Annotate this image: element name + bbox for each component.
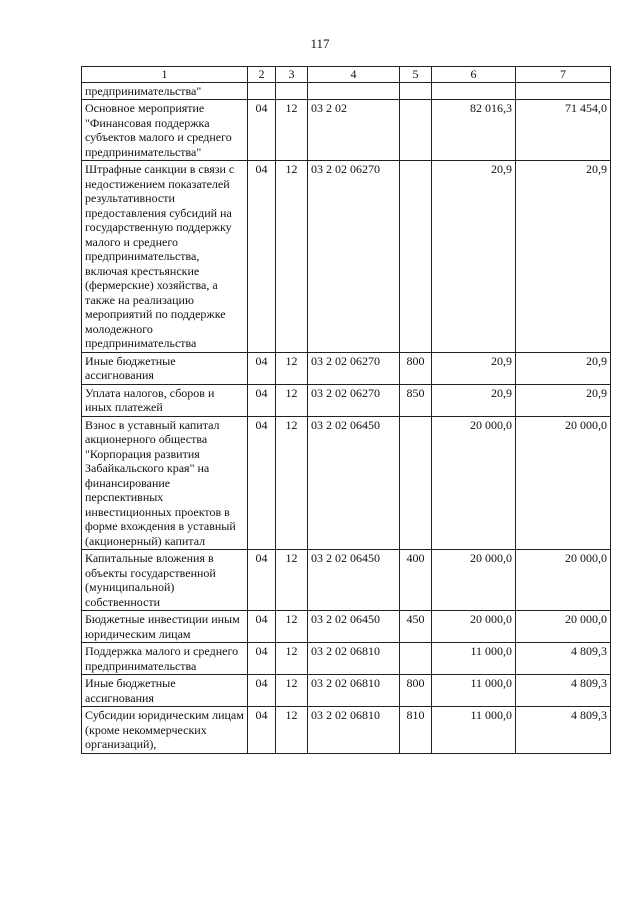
cell-section: 04 xyxy=(248,643,276,675)
cell-subsection: 12 xyxy=(276,707,308,754)
row-name: Взнос в уставный капитал акционерного общества "Корпорация развития Забайкальского края" на финансирование перспективных инвестиционных проектов в форме вхождения в уставный (акционерный) капитал xyxy=(82,416,248,550)
row-name: Основное мероприятие "Финансовая поддержка субъектов малого и среднего предпринимательства" xyxy=(82,100,248,161)
cell-subsection: 12 xyxy=(276,675,308,707)
cell-expense-type xyxy=(400,416,432,550)
cell-amount-6: 11 000,0 xyxy=(432,707,516,754)
row-name: Иные бюджетные ассигнования xyxy=(82,675,248,707)
cell-expense-type xyxy=(400,82,432,100)
cell-amount-7: 71 454,0 xyxy=(516,100,611,161)
cell-section xyxy=(248,82,276,100)
table-row xyxy=(82,675,611,707)
table-row xyxy=(82,352,611,384)
cell-amount-6: 20,9 xyxy=(432,352,516,384)
budget-table xyxy=(81,66,611,754)
cell-subsection: 12 xyxy=(276,161,308,353)
cell-amount-7 xyxy=(516,82,611,100)
cell-target-code: 03 2 02 06270 xyxy=(308,384,400,416)
cell-subsection: 12 xyxy=(276,384,308,416)
row-name: Капитальные вложения в объекты государственной (муниципальной) собственности xyxy=(82,550,248,611)
column-header: 5 xyxy=(400,67,432,83)
cell-subsection: 12 xyxy=(276,416,308,550)
cell-expense-type: 850 xyxy=(400,384,432,416)
cell-amount-7: 20 000,0 xyxy=(516,550,611,611)
cell-expense-type: 810 xyxy=(400,707,432,754)
cell-amount-6: 20 000,0 xyxy=(432,611,516,643)
cell-expense-type xyxy=(400,100,432,161)
cell-expense-type: 800 xyxy=(400,675,432,707)
table-row xyxy=(82,643,611,675)
cell-section: 04 xyxy=(248,707,276,754)
cell-target-code: 03 2 02 06450 xyxy=(308,550,400,611)
cell-section: 04 xyxy=(248,416,276,550)
cell-amount-6: 82 016,3 xyxy=(432,100,516,161)
cell-amount-7: 20,9 xyxy=(516,161,611,353)
cell-subsection: 12 xyxy=(276,352,308,384)
page-number: 117 xyxy=(310,36,330,51)
cell-target-code: 03 2 02 06450 xyxy=(308,611,400,643)
column-header: 4 xyxy=(308,67,400,83)
cell-amount-7: 20 000,0 xyxy=(516,416,611,550)
cell-amount-6: 20 000,0 xyxy=(432,550,516,611)
cell-target-code: 03 2 02 06450 xyxy=(308,416,400,550)
cell-expense-type xyxy=(400,161,432,353)
cell-amount-7: 20,9 xyxy=(516,384,611,416)
cell-subsection: 12 xyxy=(276,611,308,643)
cell-target-code xyxy=(308,82,400,100)
cell-expense-type: 800 xyxy=(400,352,432,384)
table-row xyxy=(82,416,611,550)
row-name: Штрафные санкции в связи с недостижением показателей результативности предоставления субсидий на государственную поддержку малого и среднего предпринимательства, включая крестьянские (фермерские) хозяйства, а также на реализацию мероприятий по поддержке молодежного предпринимательства xyxy=(82,161,248,353)
column-header: 7 xyxy=(516,67,611,83)
cell-amount-6: 11 000,0 xyxy=(432,643,516,675)
cell-section: 04 xyxy=(248,550,276,611)
cell-amount-6: 20,9 xyxy=(432,161,516,353)
cell-subsection xyxy=(276,82,308,100)
cell-subsection: 12 xyxy=(276,550,308,611)
cell-amount-7: 20,9 xyxy=(516,352,611,384)
table-row xyxy=(82,611,611,643)
cell-amount-7: 20 000,0 xyxy=(516,611,611,643)
column-header: 1 xyxy=(82,67,248,83)
cell-expense-type: 400 xyxy=(400,550,432,611)
cell-target-code: 03 2 02 06810 xyxy=(308,675,400,707)
table-row xyxy=(82,161,611,353)
cell-section: 04 xyxy=(248,100,276,161)
table-row xyxy=(82,82,611,100)
cell-section: 04 xyxy=(248,675,276,707)
cell-target-code: 03 2 02 xyxy=(308,100,400,161)
cell-amount-6: 11 000,0 xyxy=(432,675,516,707)
column-header: 3 xyxy=(276,67,308,83)
cell-amount-6 xyxy=(432,82,516,100)
table-row xyxy=(82,550,611,611)
cell-amount-7: 4 809,3 xyxy=(516,643,611,675)
row-name: предпринимательства" xyxy=(82,82,248,100)
table-row xyxy=(82,384,611,416)
cell-target-code: 03 2 02 06810 xyxy=(308,643,400,675)
cell-amount-6: 20 000,0 xyxy=(432,416,516,550)
cell-section: 04 xyxy=(248,161,276,353)
row-name: Иные бюджетные ассигнования xyxy=(82,352,248,384)
row-name: Субсидии юридическим лицам (кроме некоммерческих организаций), xyxy=(82,707,248,754)
cell-amount-6: 20,9 xyxy=(432,384,516,416)
cell-amount-7: 4 809,3 xyxy=(516,707,611,754)
cell-subsection: 12 xyxy=(276,100,308,161)
table-row xyxy=(82,100,611,161)
cell-expense-type: 450 xyxy=(400,611,432,643)
row-name: Поддержка малого и среднего предпринимательства xyxy=(82,643,248,675)
table-row xyxy=(82,707,611,754)
cell-section: 04 xyxy=(248,352,276,384)
row-name: Уплата налогов, сборов и иных платежей xyxy=(82,384,248,416)
cell-target-code: 03 2 02 06810 xyxy=(308,707,400,754)
cell-target-code: 03 2 02 06270 xyxy=(308,161,400,353)
row-name: Бюджетные инвестиции иным юридическим лицам xyxy=(82,611,248,643)
cell-target-code: 03 2 02 06270 xyxy=(308,352,400,384)
table-header-row xyxy=(82,67,611,83)
cell-section: 04 xyxy=(248,384,276,416)
cell-amount-7: 4 809,3 xyxy=(516,675,611,707)
cell-section: 04 xyxy=(248,611,276,643)
column-header: 2 xyxy=(248,67,276,83)
cell-expense-type xyxy=(400,643,432,675)
cell-subsection: 12 xyxy=(276,643,308,675)
column-header: 6 xyxy=(432,67,516,83)
